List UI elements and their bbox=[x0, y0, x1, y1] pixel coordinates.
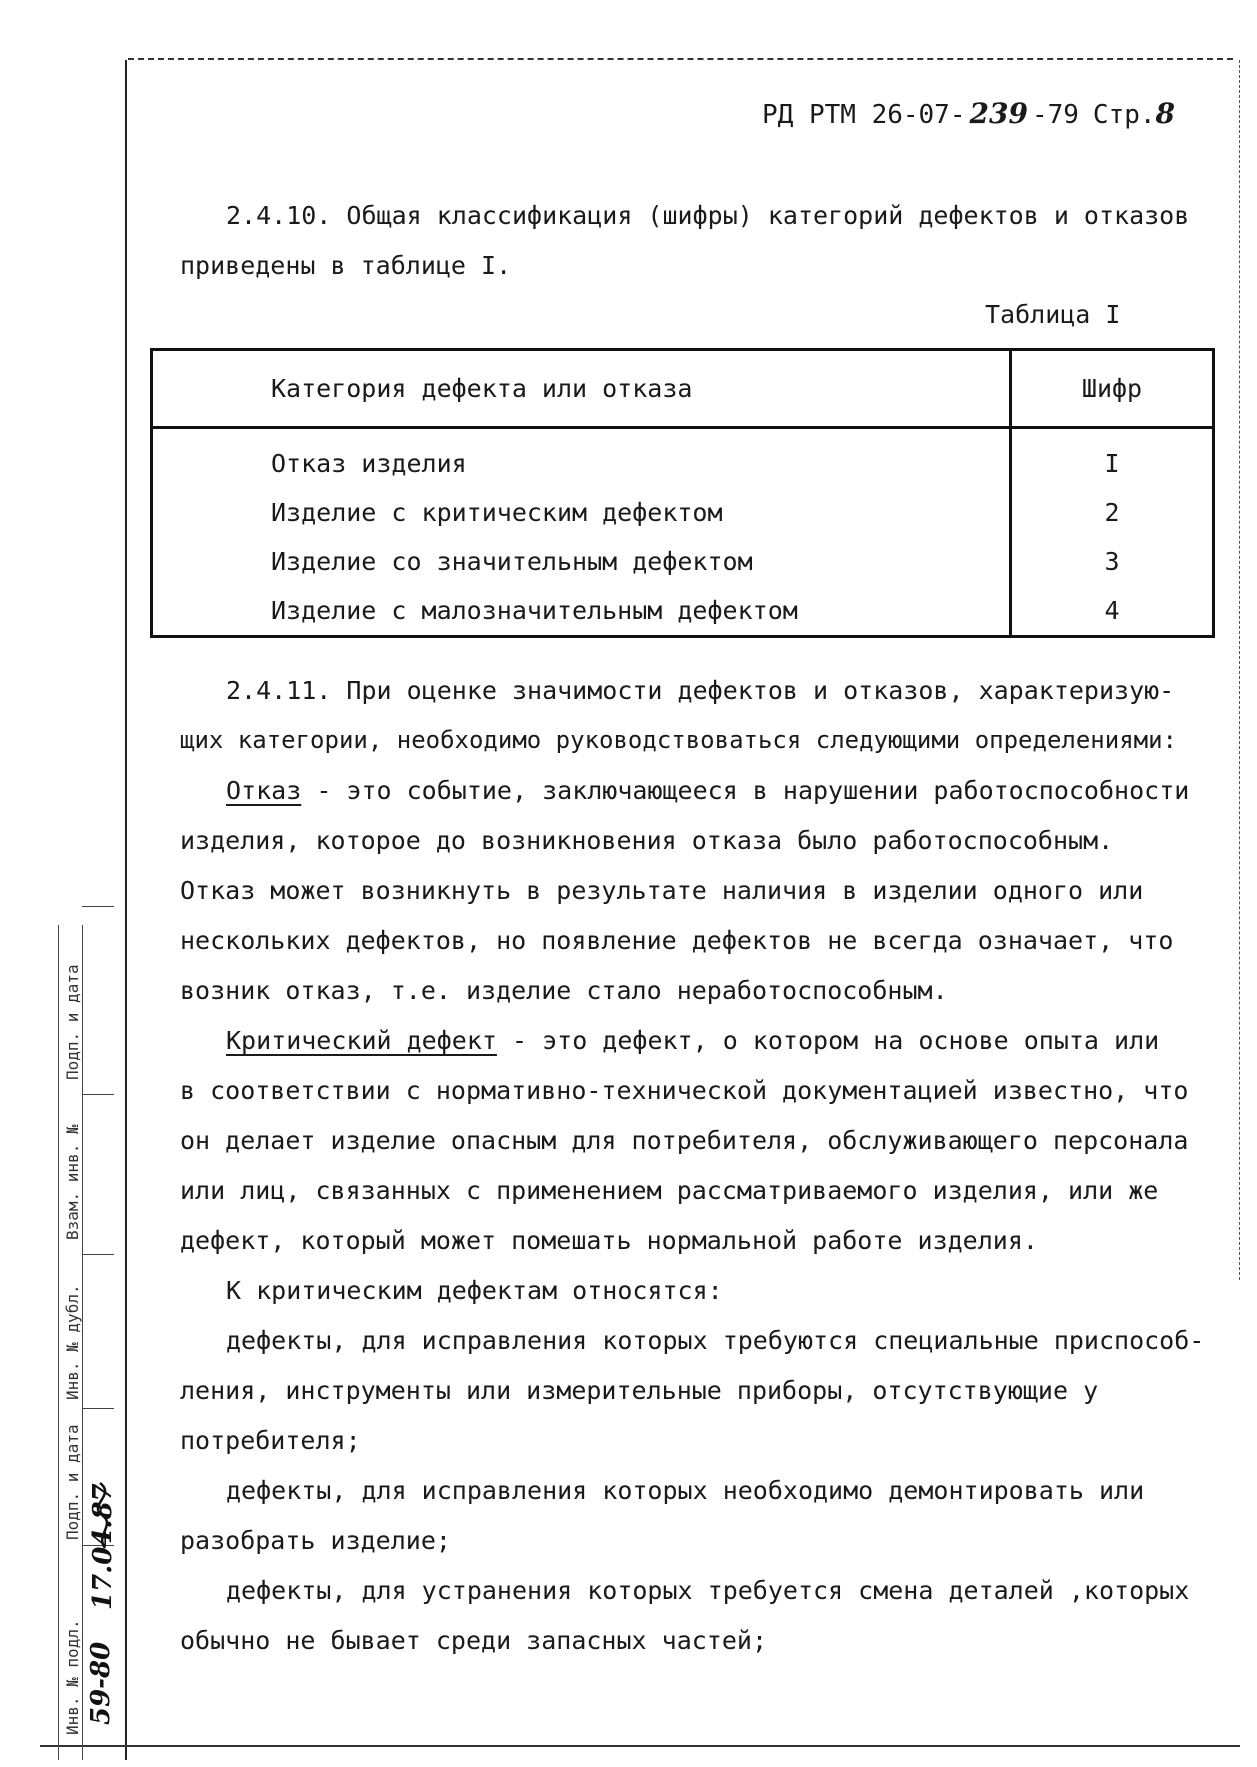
row-category: Изделие с малозначительным дефектом bbox=[152, 586, 1011, 637]
row-code: 4 bbox=[1104, 596, 1120, 625]
definition-critical-line2: в соответствии с нормативно-технической документацией известно, что bbox=[180, 1076, 1189, 1105]
section-2-4-11-line1: 2.4.11. При оценке значимости дефектов и отказов, характеризую- bbox=[226, 676, 1175, 705]
row-code: I bbox=[1104, 449, 1120, 478]
doc-suffix: -79 bbox=[1031, 100, 1079, 130]
page-number: 8 bbox=[1155, 97, 1176, 130]
stamp-line bbox=[82, 906, 114, 907]
critical-intro: К критическим дефектам относятся: bbox=[226, 1276, 723, 1305]
column-header-category: Категория дефекта или отказа bbox=[152, 350, 1011, 428]
list-item-1-line3: потребителя; bbox=[180, 1426, 361, 1455]
stamp-box-1-label: Подп. и дата bbox=[63, 964, 82, 1080]
handwritten-inventory-number: 59-80 bbox=[86, 1641, 116, 1725]
row-code: 3 bbox=[1104, 547, 1120, 576]
definition-critical-line3: он делает изделие опасным для потребителя, обслуживающего персонала bbox=[180, 1126, 1189, 1155]
list-item-3-line2: обычно не бывает среди запасных частей; bbox=[180, 1626, 767, 1655]
section-2-4-10-line1: 2.4.10. Общая классификация (шифры) категорий дефектов и отказов bbox=[226, 201, 1190, 230]
list-item-1-line1: дефекты, для исправления которых требуются специальные приспособ- bbox=[226, 1326, 1205, 1355]
list-item-3-line1: дефекты, для устранения которых требуется смена деталей ,которых bbox=[226, 1576, 1190, 1605]
row-category: Изделие с критическим дефектом bbox=[152, 488, 1011, 537]
page-label: Стр. bbox=[1092, 100, 1156, 130]
term-critical-defect: Критический дефект bbox=[226, 1026, 497, 1055]
definition-otkaz-line2: изделия, которое до возникновения отказа было работоспособным. bbox=[180, 826, 1114, 855]
list-item-2-line1: дефекты, для исправления которых необходимо демонтировать или bbox=[226, 1476, 1145, 1505]
left-border bbox=[125, 60, 127, 1760]
bottom-border bbox=[40, 1745, 1240, 1747]
row-code: 2 bbox=[1104, 498, 1120, 527]
defect-classification-table bbox=[150, 348, 1215, 638]
definition-otkaz-line1 bbox=[226, 778, 1189, 803]
term-otkaz: Отказ bbox=[226, 776, 302, 805]
definition-critical-line4: или лиц, связанных с применением рассматриваемого изделия, или же bbox=[180, 1176, 1159, 1205]
stamp-box-5-label: Инв. № подл. bbox=[63, 1619, 82, 1735]
definition-critical-line1 bbox=[226, 1028, 1159, 1053]
definition-critical-line5: дефект, который может помешать нормальной работе изделия. bbox=[180, 1226, 1038, 1255]
doc-prefix: РД РТМ 26-07- bbox=[762, 100, 966, 130]
table-caption: Таблица I bbox=[985, 300, 1121, 329]
definition-otkaz-line4: нескольких дефектов, но появление дефектов не всегда означает, что bbox=[180, 926, 1174, 955]
list-item-1-line2: ления, инструменты или измерительные приборы, отсутствующие у bbox=[180, 1376, 1099, 1405]
stamp-line bbox=[82, 925, 83, 1760]
signature-scribble bbox=[90, 1480, 120, 1550]
document-header bbox=[762, 97, 1176, 130]
stamp-box-2-label: Взам. инв. № bbox=[63, 1124, 82, 1240]
section-2-4-11-line2: щих категории, необходимо руководствоваться следующими определениями: bbox=[180, 726, 1177, 754]
doc-number: 239 bbox=[969, 97, 1028, 130]
definition-otkaz-line5: возник отказ, т.е. изделие стало неработоспособным. bbox=[180, 976, 948, 1005]
stamp-line bbox=[82, 1408, 114, 1409]
list-item-2-line2: разобрать изделие; bbox=[180, 1526, 451, 1555]
stamp-line bbox=[58, 925, 59, 1760]
section-2-4-10-line2: приведены в таблице I. bbox=[180, 251, 512, 280]
table-row bbox=[152, 586, 1214, 637]
stamp-box-4-label: Подп. и дата bbox=[63, 1424, 82, 1540]
row-category: Отказ изделия bbox=[152, 428, 1011, 489]
stamp-box-3-label: Инв. № дубл. bbox=[63, 1284, 82, 1400]
top-border bbox=[128, 58, 1233, 60]
stamp-line bbox=[82, 1254, 114, 1255]
right-border bbox=[1239, 60, 1240, 1280]
critical-text: - это дефект, о котором на основе опыта или bbox=[496, 1026, 1160, 1055]
row-category: Изделие со значительным дефектом bbox=[152, 537, 1011, 586]
handwritten-date: 17.04.87 bbox=[88, 1483, 118, 1610]
definition-otkaz-line3: Отказ может возникнуть в результате наличия в изделии одного или bbox=[180, 876, 1144, 905]
table-row bbox=[152, 537, 1214, 586]
table-row bbox=[152, 428, 1214, 489]
column-header-code: Шифр bbox=[1011, 350, 1214, 428]
otkaz-text: - это событие, заключающееся в нарушении работоспособности bbox=[301, 776, 1190, 805]
stamp-line bbox=[82, 1094, 114, 1095]
table-row bbox=[152, 488, 1214, 537]
